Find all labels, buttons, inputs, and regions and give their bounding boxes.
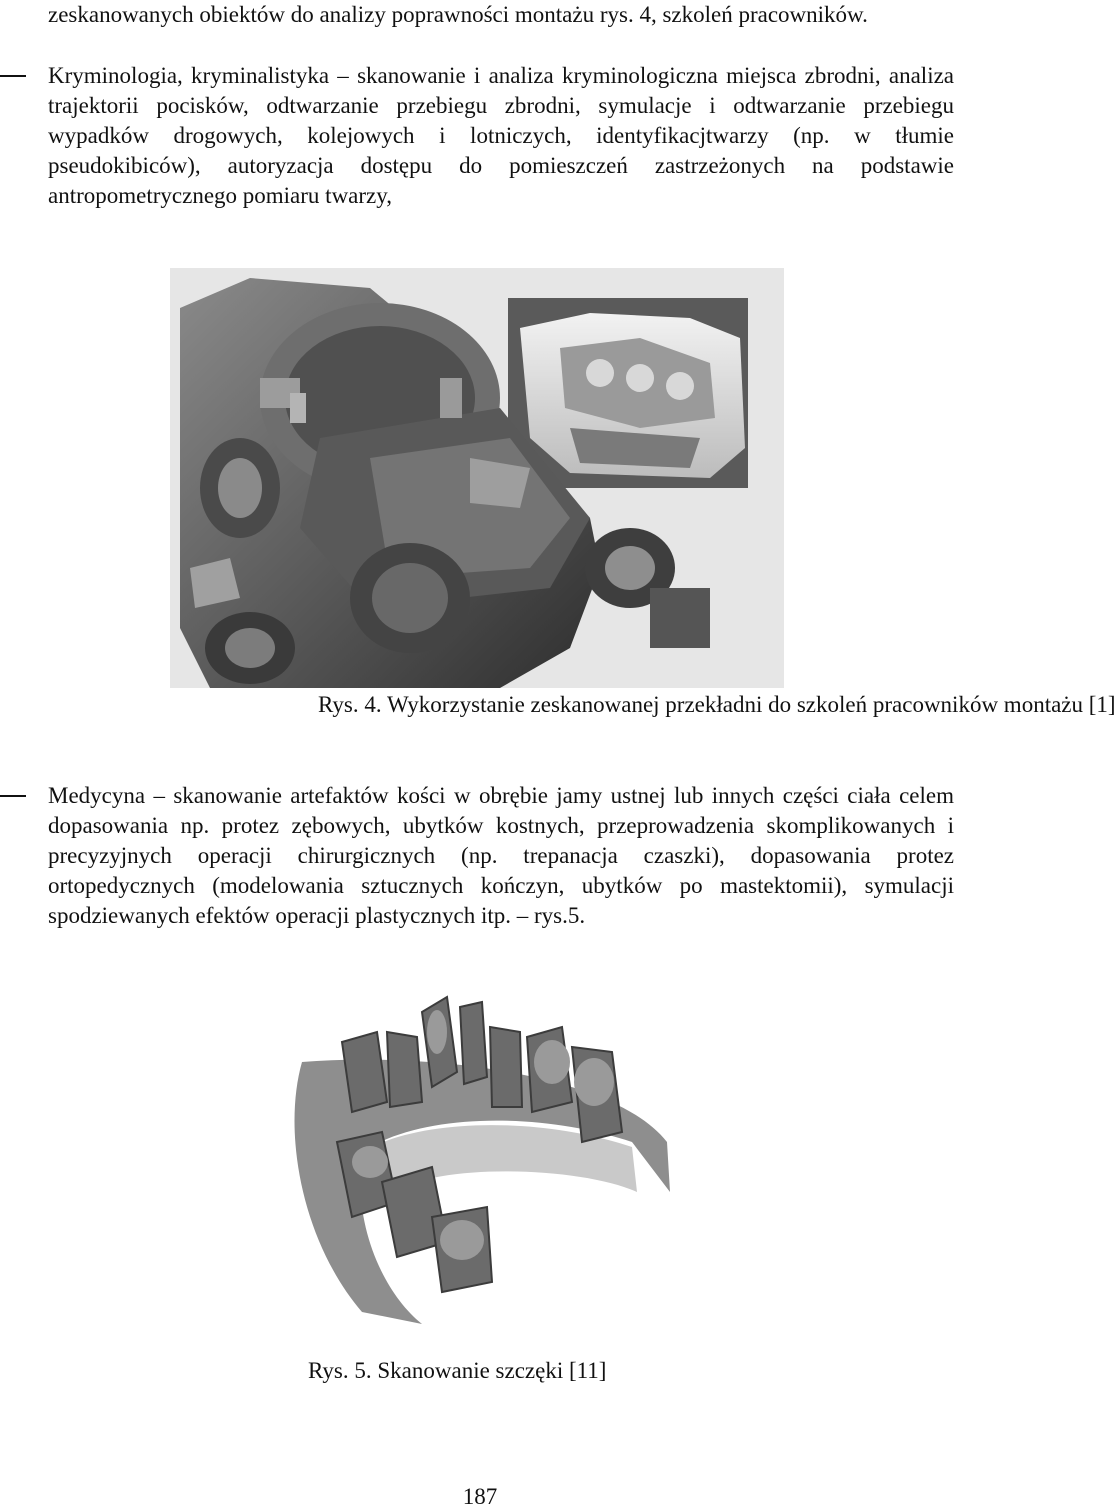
bullet-dash: [0, 75, 26, 77]
paragraph-continuation: zeskanowanych obiektów do analizy poprawności montażu rys. 4, szkoleń pracowników.: [48, 2, 868, 27]
page-number: 187: [462, 1484, 498, 1509]
figure-5-caption: Rys. 5. Skanowanie szczęki [11]: [308, 1358, 607, 1383]
figure-4-gearbox-scan: [170, 268, 784, 688]
figure-4-caption: Rys. 4. Wykorzystanie zeskanowanej przekładni do szkoleń pracowników montażu [1]: [318, 692, 1116, 717]
bullet-dash: [0, 795, 26, 797]
paragraph-medicine: Medycyna – skanowanie artefaktów kości w obrębie jamy ustnej lub innych części ciała celem dopasowania np. protez zębowych, ubytków kostnych, przeprowadzenia skomplikowanych i precyzyjnych operacji chirurgicznych (np. trepanacja czaszki), dopasowania protez ortopedycznych (modelowania sztucznych kończyn, ubytków po mastektomii), symulacji spodziewanych efektów operacji plastycznych itp. – rys.5.: [48, 783, 954, 928]
paragraph-criminology: Kryminologia, kryminalistyka – skanowanie i analiza kryminologiczna miejsca zbrodni, analiza trajektorii pocisków, odtwarzanie przebiegu zbrodni, symulacje i odtwarzanie przebiegu wypadków drogowych, kolejowych i lotniczych, identyfikacjtwarzy (np. w tłumie pseudokibiców), autoryzacja dostępu do pomieszczeń zastrzeżonych na podstawie antropometrycznego pomiaru twarzy,: [48, 63, 954, 208]
figure-5-jaw-scan: [282, 992, 670, 1328]
